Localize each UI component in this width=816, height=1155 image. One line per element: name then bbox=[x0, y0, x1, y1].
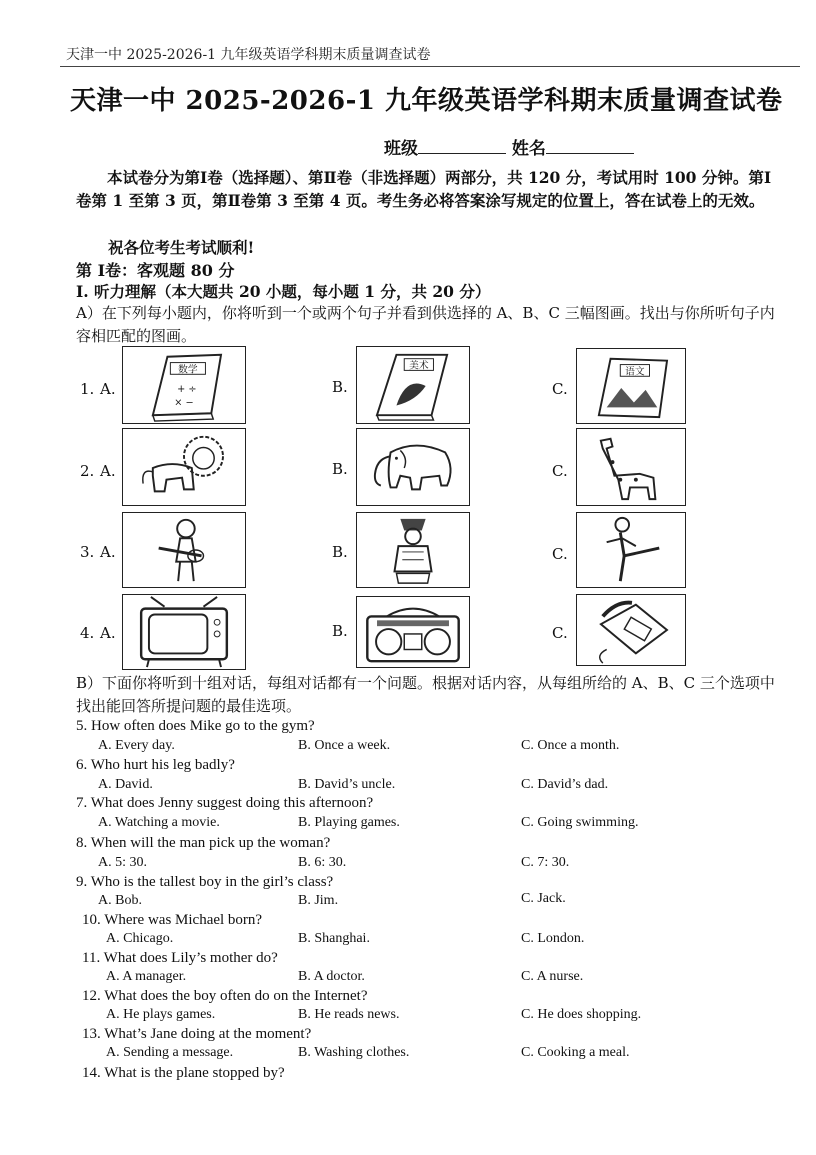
chinese-book-icon bbox=[576, 348, 686, 424]
question-11: 11. What does Lily’s mother do? bbox=[82, 950, 278, 966]
book-title-text: 美术 bbox=[409, 360, 429, 372]
option-b: B. 6: 30. bbox=[298, 855, 347, 870]
option-b: B. Shanghai. bbox=[298, 931, 370, 946]
option-a: A. Watching a movie. bbox=[98, 815, 220, 830]
option-label: B. bbox=[332, 543, 348, 561]
question-12: 12. What does the boy often do on the Internet? bbox=[82, 988, 368, 1004]
row-number: 4. bbox=[80, 624, 95, 642]
question-7: 7. What does Jenny suggest doing this afternoon? bbox=[76, 795, 374, 811]
row-number: 2. bbox=[80, 462, 95, 480]
option-b: B. He reads news. bbox=[298, 1007, 400, 1022]
giraffe-icon bbox=[576, 428, 686, 506]
elephant-icon bbox=[356, 428, 470, 506]
book-title-text: 数学 bbox=[178, 364, 198, 376]
option-label: C. bbox=[552, 545, 568, 563]
header-rule bbox=[60, 66, 800, 67]
class-label: 班级 bbox=[384, 139, 418, 159]
option-a: A. Bob. bbox=[98, 893, 142, 908]
name-label: 姓名 bbox=[511, 139, 546, 159]
option-c: C. Cooking a meal. bbox=[521, 1045, 630, 1060]
svg-text:+ ÷: + ÷ bbox=[177, 383, 197, 395]
question-14: 14. What is the plane stopped by? bbox=[82, 1065, 285, 1081]
option-label: B. bbox=[332, 622, 348, 640]
listening-section-heading: I. 听力理解（本大题共 20 小题，每小题 1 分，共 20 分） bbox=[76, 282, 491, 301]
option-label: C. bbox=[552, 624, 568, 642]
part-one-heading: 第 Ⅰ卷：客观题 80 分 bbox=[76, 261, 235, 280]
option-b: B. David’s uncle. bbox=[298, 777, 396, 792]
class-blank bbox=[418, 139, 506, 154]
option-c: C. 7: 30. bbox=[521, 855, 570, 870]
question-9: 9. Who is the tallest boy in the girl’s class? bbox=[76, 874, 334, 890]
option-a: A. David. bbox=[98, 777, 153, 792]
telephone-icon bbox=[576, 594, 686, 666]
question-13: 13. What’s Jane doing at the moment? bbox=[82, 1026, 312, 1042]
option-label: C. bbox=[552, 462, 568, 480]
instruction-a: A）在下列每小题内，你将听到一个或两个句子并看到供选择的 A、B、C 三幅图画。找出与你所听句子内容相匹配的图画。 bbox=[76, 304, 775, 345]
option-label: B. bbox=[332, 378, 348, 396]
option-label: A. bbox=[100, 543, 116, 561]
running-header: 天津一中 2025-2026-1 九年级英语学科期末质量调查试卷 bbox=[66, 47, 431, 63]
option-label: C. bbox=[552, 380, 568, 398]
question-10: 10. Where was Michael born? bbox=[82, 912, 263, 928]
option-c: C. He does shopping. bbox=[521, 1007, 642, 1022]
lion-icon bbox=[122, 428, 246, 506]
radio-icon bbox=[356, 596, 470, 668]
question-6: 6. Who hurt his leg badly? bbox=[76, 757, 235, 773]
name-blank bbox=[546, 139, 634, 154]
option-a: A. A manager. bbox=[106, 969, 187, 984]
boy-guitar-icon bbox=[122, 512, 246, 588]
exam-instructions: 本试卷分为第Ⅰ卷（选择题）、第Ⅱ卷（非选择题）两部分，共 120 分，考试用时 100 分钟。第Ⅰ卷第 1 至第 3 页，第Ⅱ卷第 3 至第 4 页。考生务必将答案涂写规定的位置上，答在试卷上的无效。 bbox=[76, 168, 772, 210]
opera-performer-icon bbox=[356, 512, 470, 588]
option-c: C. Once a month. bbox=[521, 738, 620, 753]
question-8: 8. When will the man pick up the woman? bbox=[76, 835, 331, 851]
kung-fu-icon bbox=[576, 512, 686, 588]
row-number: 1. bbox=[80, 380, 95, 398]
option-c: C. Jack. bbox=[521, 891, 566, 906]
row-number: 3. bbox=[80, 543, 95, 561]
option-label: A. bbox=[100, 624, 116, 642]
option-b: B. Once a week. bbox=[298, 738, 391, 753]
book-title-text: 语文 bbox=[625, 366, 645, 378]
option-c: C. David’s dad. bbox=[521, 777, 609, 792]
math-book-icon bbox=[122, 346, 246, 424]
instruction-b: B）下面你将听到十组对话，每组对话都有一个问题。根据对话内容，从每组所给的 A、B、C 三个选项中找出能回答所提问题的最佳选项。 bbox=[76, 674, 775, 715]
option-a: A. Every day. bbox=[98, 738, 175, 753]
option-b: B. A doctor. bbox=[298, 969, 365, 984]
option-label: B. bbox=[332, 460, 348, 478]
option-a: A. He plays games. bbox=[106, 1007, 216, 1022]
question-5: 5. How often does Mike go to the gym? bbox=[76, 718, 315, 734]
exam-title: 天津一中 2025-2026-1 九年级英语学科期末质量调查试卷 bbox=[70, 86, 783, 116]
option-c: C. A nurse. bbox=[521, 969, 584, 984]
television-icon bbox=[122, 594, 246, 670]
option-a: A. Chicago. bbox=[106, 931, 174, 946]
option-label: A. bbox=[100, 462, 116, 480]
art-book-icon bbox=[356, 346, 470, 424]
good-luck-line: 祝各位考生考试顺利! bbox=[108, 238, 255, 257]
option-c: C. London. bbox=[521, 931, 585, 946]
option-b: B. Playing games. bbox=[298, 815, 400, 830]
option-a: A. 5: 30. bbox=[98, 855, 147, 870]
class-name-line bbox=[384, 134, 634, 159]
option-label: A. bbox=[100, 380, 116, 398]
option-b: B. Jim. bbox=[298, 893, 339, 908]
option-a: A. Sending a message. bbox=[106, 1045, 234, 1060]
option-b: B. Washing clothes. bbox=[298, 1045, 410, 1060]
option-c: C. Going swimming. bbox=[521, 815, 639, 830]
svg-text:× −: × − bbox=[174, 397, 194, 409]
